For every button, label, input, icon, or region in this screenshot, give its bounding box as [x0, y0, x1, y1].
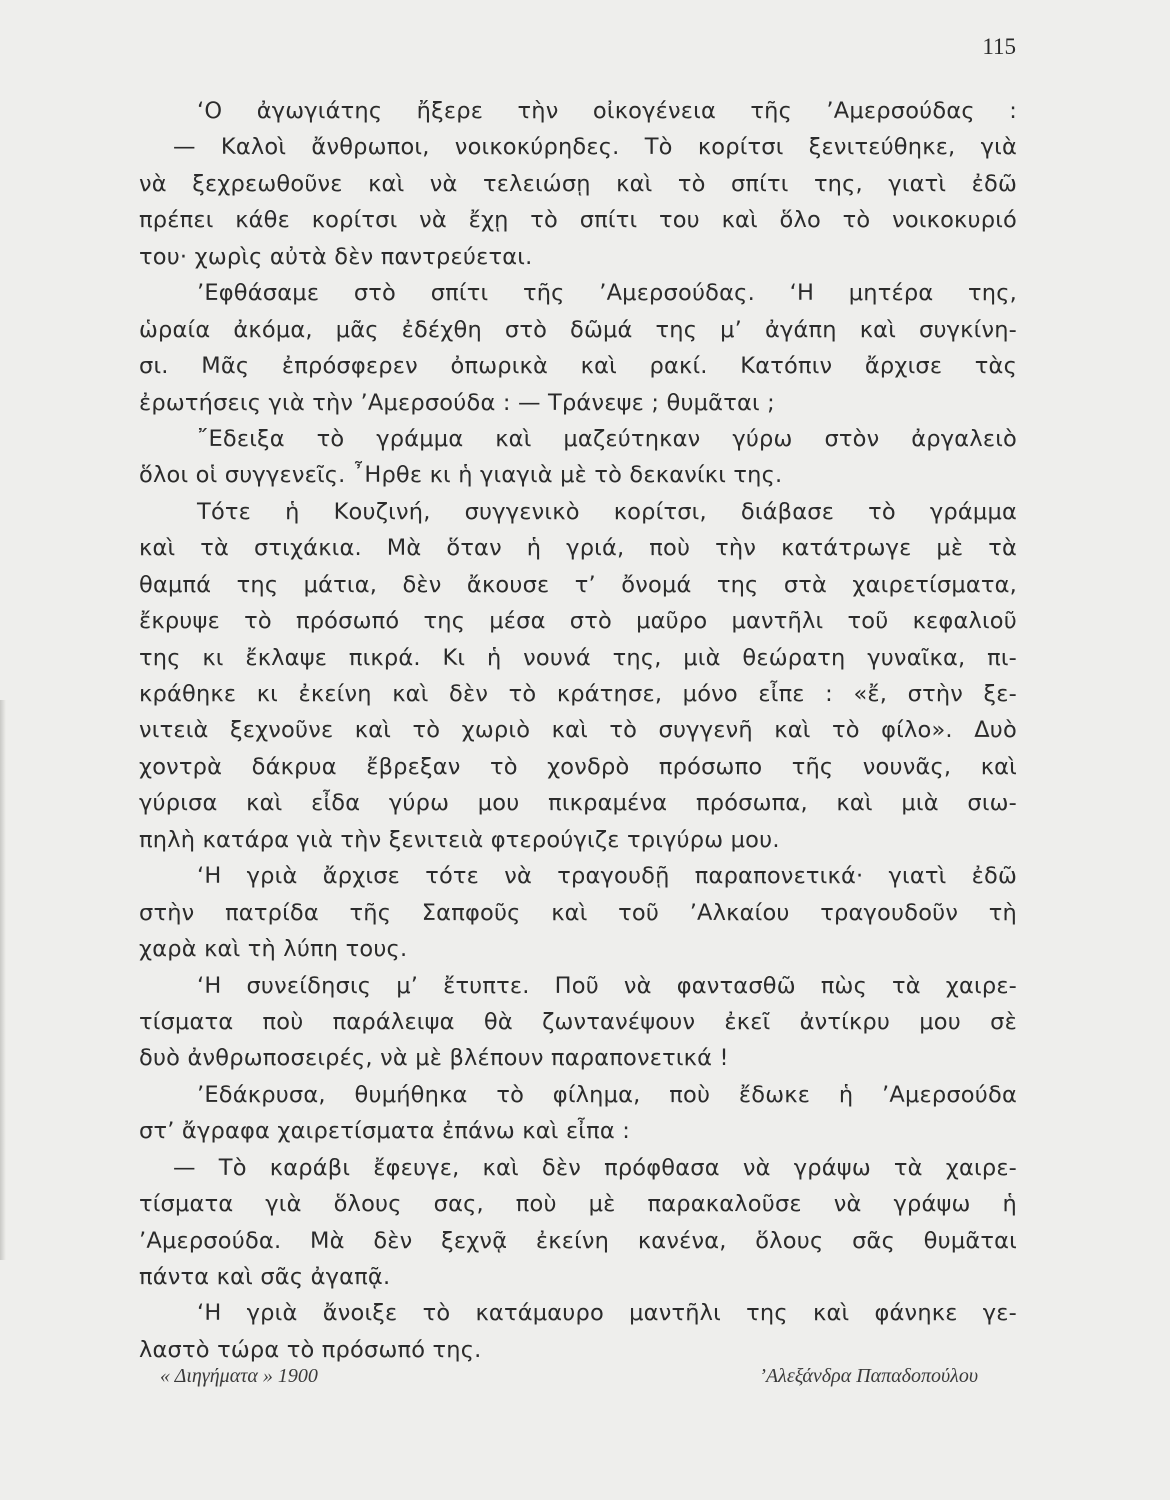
text-line: Τότε ἡ Κουζινή, συγγενικὸ κορίτσι, διάβασε τὸ γράμμα: [197, 498, 1017, 525]
text-line: γύρισα καὶ εἶδα γύρω μου πικραμένα πρόσωπα, καὶ μιὰ σιω-: [139, 790, 1017, 817]
text-line: στ’ ἄγραφα χαιρετίσματα ἐπάνω καὶ εἶπα :: [139, 1118, 631, 1145]
footer-source: « Διηγήματα » 1900: [160, 1365, 318, 1387]
text-line: ’Εφθάσαμε στὸ σπίτι τῆς ’Αμερσούδας. ‘Η μητέρα της,: [197, 280, 1017, 307]
text-line: ῎Εδειξα τὸ γράμμα καὶ μαζεύτηκαν γύρω στὸν ἀργαλειὸ: [197, 425, 1017, 452]
text-line: καὶ τὰ στιχάκια. Μὰ ὅταν ἡ γριά, ποὺ τὴν κατάτρωγε μὲ τὰ: [139, 535, 1017, 562]
text-line: ’Αμερσούδα. Μὰ δὲν ξεχνᾷ ἐκείνη κανένα, ὅλους σᾶς θυμᾶται: [139, 1227, 1017, 1254]
footer: [160, 1365, 978, 1395]
text-line: ὡραία ἀκόμα, μᾶς ἐδέχθη στὸ δῶμά της μ’ ἀγάπη καὶ συγκίνη-: [139, 316, 1017, 343]
text-line: χοντρὰ δάκρυα ἔβρεξαν τὸ χονδρὸ πρόσωπο τῆς νουνᾶς, καὶ: [139, 753, 1017, 780]
text-line: ‘Ο ἀγωγιάτης ἤξερε τὴν οἰκογένεια τῆς ’Αμερσούδας :: [197, 98, 1017, 124]
text-line: ἐρωτήσεις γιὰ τὴν ’Αμερσούδα : — Τράνεψε ; θυμᾶται ;: [139, 389, 775, 416]
text-line: ὅλοι οἱ συγγενεῖς. ῏Ηρθε κι ἡ γιαγιὰ μὲ τὸ δεκανίκι της.: [139, 462, 783, 489]
text-line: ‘Η γριὰ ἄνοιξε τὸ κατάμαυρο μαντῆλι της καὶ φάνηκε γε-: [197, 1300, 1017, 1327]
text-line: της κι ἔκλαψε πικρά. Κι ἡ νουνά της, μιὰ θεώρατη γυναῖκα, πι-: [139, 644, 1017, 671]
text-line: κράθηκε κι ἐκείνη καὶ δὲν τὸ κράτησε, μόνο εἶπε : «ἔ, στὴν ξε-: [139, 681, 1017, 707]
text-line: ‘Η συνείδησις μ’ ἔτυπτε. Ποῦ νὰ φαντασθῶ πὼς τὰ χαιρε-: [197, 972, 1017, 999]
text-line: του· χωρὶς αὐτὰ δὲν παντρεύεται.: [139, 243, 533, 270]
text-line: νιτειὰ ξεχνοῦνε καὶ τὸ χωριὸ καὶ τὸ συγγενῆ καὶ τὸ φίλο». Δυὸ: [139, 717, 1017, 744]
text-line: τίσματα γιὰ ὅλους σας, ποὺ μὲ παρακαλοῦσε νὰ γράψω ἡ: [139, 1191, 1017, 1218]
text-line: ἔκρυψε τὸ πρόσωπό της μέσα στὸ μαῦρο μαντῆλι τοῦ κεφαλιοῦ: [139, 608, 1017, 635]
body-text: [139, 93, 1017, 1368]
text-line: λαστὸ τώρα τὸ πρόσωπό της.: [139, 1336, 482, 1363]
text-line: πρέπει κάθε κορίτσι νὰ ἔχῃ τὸ σπίτι του καὶ ὅλο τὸ νοικοκυριό: [139, 207, 1017, 234]
text-line: — Καλοὶ ἄνθρωποι, νοικοκύρηδες. Τὸ κορίτσι ξενιτεύθηκε, γιὰ: [173, 134, 1017, 161]
text-line: πάντα καὶ σᾶς ἀγαπᾷ.: [139, 1264, 391, 1290]
text-line: νὰ ξεχρεωθοῦνε καὶ νὰ τελειώσῃ καὶ τὸ σπίτι της, γιατὶ ἐδῶ: [139, 170, 1017, 197]
text-line: θαμπά της μάτια, δὲν ἄκουσε τ’ ὄνομά της στὰ χαιρετίσματα,: [139, 571, 1017, 598]
text-line: πηλὴ κατάρα γιὰ τὴν ξενιτειὰ φτερούγιζε τριγύρω μου.: [139, 826, 780, 853]
page-edge-shadow: [0, 700, 6, 1260]
text-line: σι. Μᾶς ἐπρόσφερεν ὀπωρικὰ καὶ ρακί. Κατόπιν ἄρχισε τὰς: [139, 353, 1017, 380]
page-number: 115: [982, 34, 1016, 59]
text-line: χαρὰ καὶ τὴ λύπη τους.: [139, 936, 408, 963]
text-line: δυὸ ἀνθρωποσειρές, νὰ μὲ βλέπουν παραπονετικά !: [139, 1045, 729, 1072]
footer-author: ’Αλεξάνδρα Παπαδοπούλου: [759, 1365, 978, 1387]
text-line: τίσματα ποὺ παράλειψα θὰ ζωντανέψουν ἐκεῖ ἀντίκρυ μου σὲ: [139, 1008, 1017, 1035]
text-line: ’Εδάκρυσα, θυμήθηκα τὸ φίλημα, ποὺ ἔδωκε ἡ ’Αμερσούδα: [197, 1081, 1017, 1108]
text-line: ‘Η γριὰ ἄρχισε τότε νὰ τραγουδῇ παραπονετικά· γιατὶ ἐδῶ: [197, 863, 1017, 890]
text-line: στὴν πατρίδα τῆς Σαπφοῦς καὶ τοῦ ’Αλκαίου τραγουδοῦν τὴ: [139, 899, 1017, 926]
text-line: — Τὸ καράβι ἔφευγε, καὶ δὲν πρόφθασα νὰ γράψω τὰ χαιρε-: [173, 1154, 1017, 1181]
